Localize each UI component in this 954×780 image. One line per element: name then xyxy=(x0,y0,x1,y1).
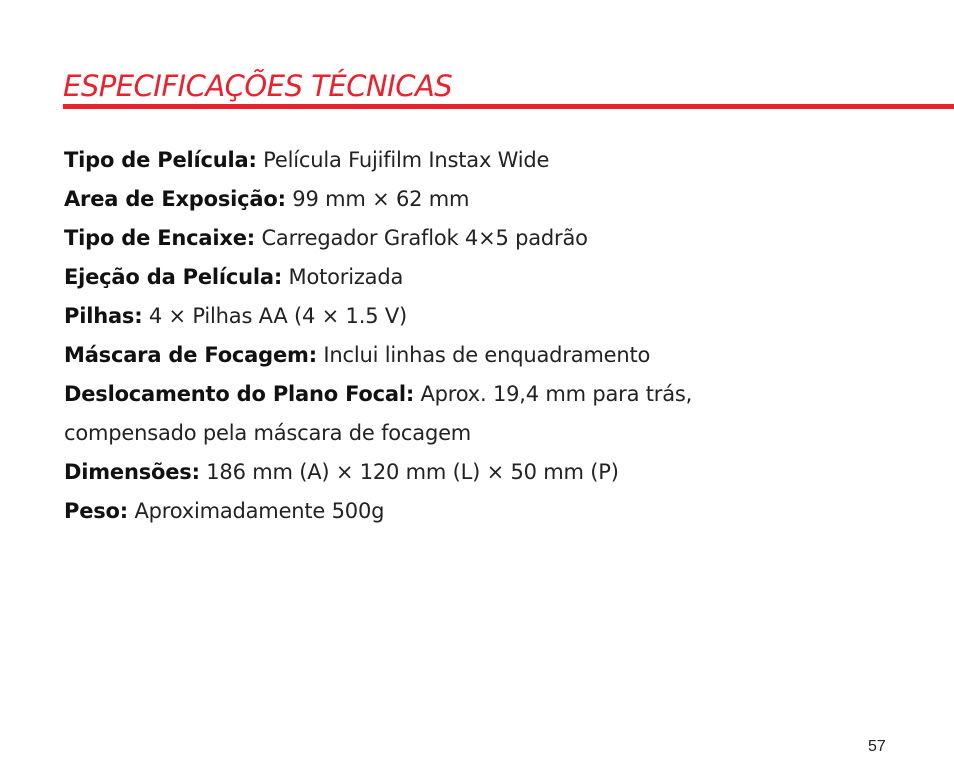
spec-label: Máscara de Focagem: xyxy=(64,343,317,367)
spec-label: Peso: xyxy=(64,499,128,523)
spec-film-ejection xyxy=(64,258,884,297)
title-underline xyxy=(63,104,954,109)
spec-label: Pilhas: xyxy=(64,304,143,328)
spec-value: Aproximadamente 500g xyxy=(134,499,385,523)
spec-label: Ejeção da Película: xyxy=(64,265,283,289)
spec-value: Inclui linhas de enquadramento xyxy=(323,343,651,367)
page-header xyxy=(0,0,954,112)
spec-focus-mask xyxy=(64,336,884,375)
spec-exposure-area xyxy=(64,180,884,219)
spec-mount-type xyxy=(64,219,884,258)
spec-label: Tipo de Encaixe: xyxy=(64,226,255,250)
spec-dimensions xyxy=(64,453,884,492)
spec-value: 4 × Pilhas AA (4 × 1.5 V) xyxy=(148,304,407,328)
page-title: ESPECIFICAÇÕES TÉCNICAS xyxy=(63,69,453,103)
spec-batteries xyxy=(64,297,884,336)
page-number: 57 xyxy=(868,738,886,755)
spec-focal-plane-shift xyxy=(64,375,784,453)
spec-label: Deslocamento do Plano Focal: xyxy=(64,382,415,406)
spec-weight xyxy=(64,492,884,531)
spec-value: 186 mm (A) × 120 mm (L) × 50 mm (P) xyxy=(206,460,619,484)
spec-list xyxy=(64,141,884,531)
spec-label: Tipo de Película: xyxy=(64,148,257,172)
spec-value: Película Fujifilm Instax Wide xyxy=(263,148,550,172)
spec-value: Aprox. 19,4 mm para trás, compensado pela máscara de focagem xyxy=(64,382,693,445)
spec-label: Dimensões: xyxy=(64,460,200,484)
spec-value: 99 mm × 62 mm xyxy=(292,187,470,211)
spec-value: Motorizada xyxy=(288,265,404,289)
spec-film-type xyxy=(64,141,884,180)
spec-label: Area de Exposição: xyxy=(64,187,286,211)
spec-value: Carregador Graflok 4×5 padrão xyxy=(261,226,588,250)
